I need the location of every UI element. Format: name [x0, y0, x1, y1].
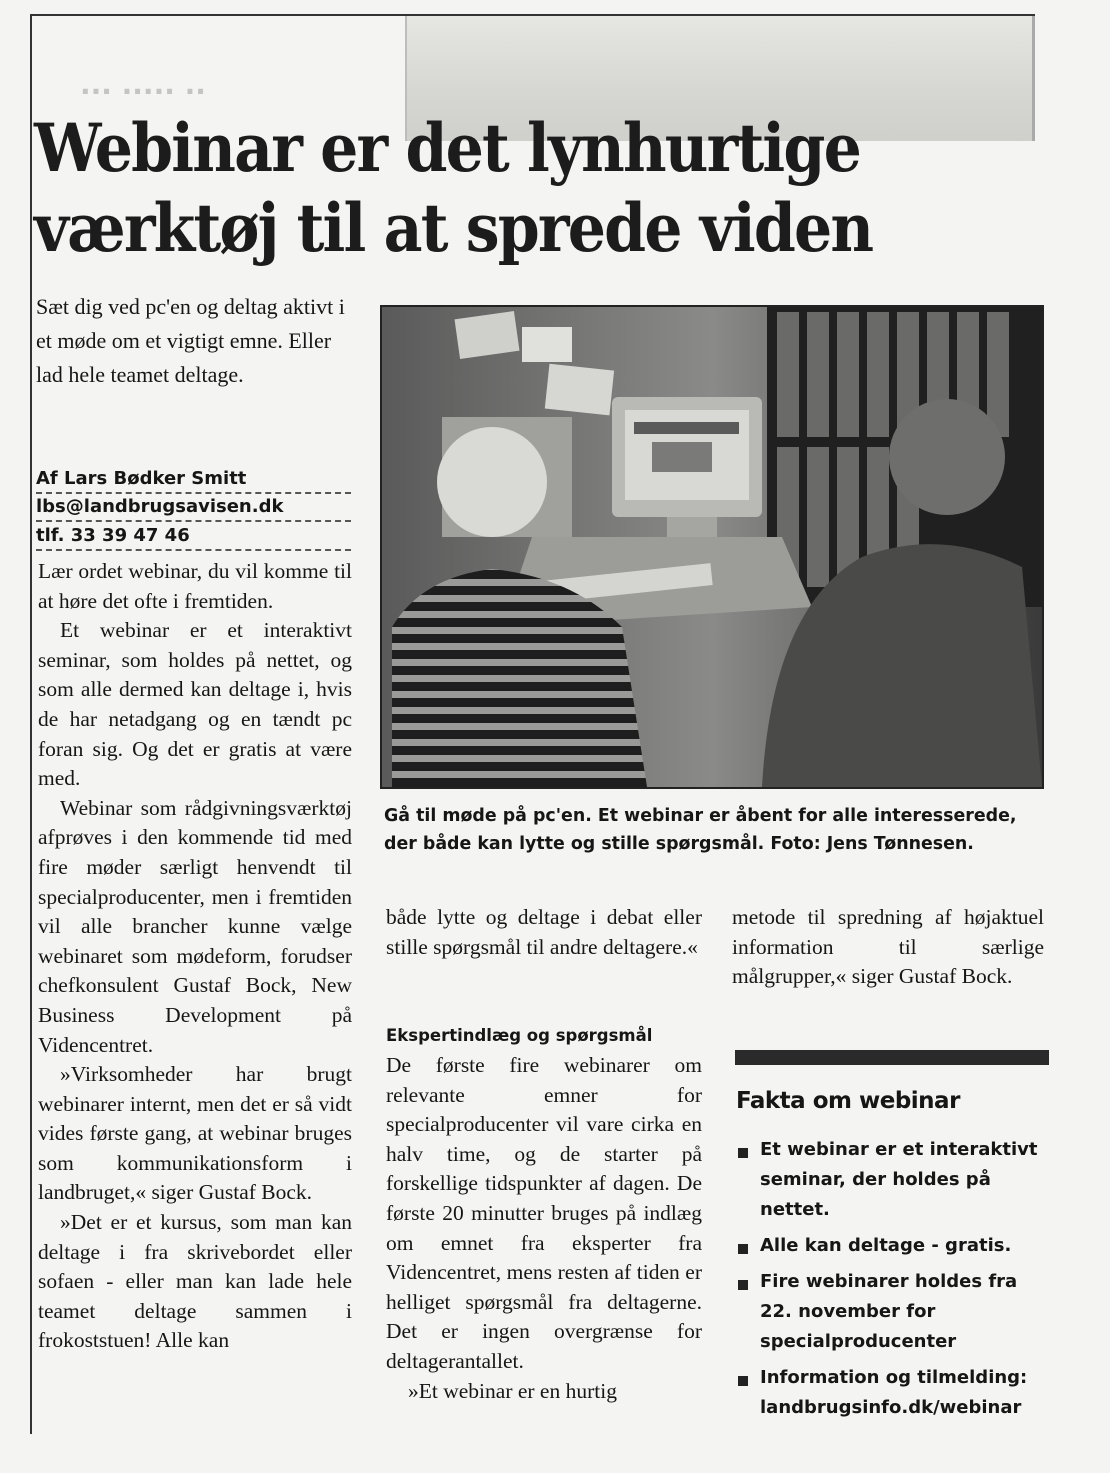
photo-caption: Gå til møde på pc'en. Et webinar er åbent for alle interesserede, der både kan lytte og stille spørgsmål. Foto: Jens Tønnesen.	[384, 806, 1017, 854]
paragraph: »Virksomheder har brugt webinarer internt, men det er så vidt vides første gang, at webinar bruges som kommunikationsform i landbruget,« siger Gustaf Bock.	[38, 1062, 352, 1205]
left-rule	[30, 14, 32, 1434]
byline-email: lbs@landbrugsavisen.dk	[36, 494, 351, 522]
column-2-body	[386, 1051, 702, 1406]
lead-paragraph: Sæt dig ved pc'en og deltag aktivt i et møde om et vigtigt emne. Eller lad hele teamet deltage.	[36, 294, 345, 387]
fakta-bar	[735, 1050, 1049, 1065]
paragraph: »Det er et kursus, som man kan deltage i fra skrivebordet eller sofaen - eller man kan lade hele teamet deltage sammen i frokoststuen! Alle kan	[38, 1210, 352, 1353]
bleed-through: ··· ····· ··	[80, 75, 206, 108]
fakta-item: Alle kan deltage - gratis.	[736, 1231, 1051, 1261]
bullet-square-icon	[738, 1148, 748, 1158]
fakta-item: Information og tilmelding: landbrugsinfo.dk/webinar	[736, 1363, 1051, 1423]
fakta-item: Fire webinarer holdes fra 22. november for specialproducenter	[736, 1267, 1051, 1357]
paragraph: De første fire webinarer om relevante emner for specialproducenter vil vare cirka en halv time, og de starter på forskellige tidspunkter af dagen. De første 20 minutter bruges på indlæg om emnet fra eksperter fra Videncentret, mens resten af tiden er helliget spørgsmål fra deltagerne. Det er ingen overgrænse for deltagerantallet.	[386, 1053, 702, 1373]
bullet-square-icon	[738, 1280, 748, 1290]
photo-image	[382, 307, 1042, 787]
headline-line-2: værktøj til at sprede viden	[34, 189, 873, 267]
byline-author: Af Lars Bødker Smitt	[36, 466, 351, 494]
paragraph: både lytte og deltage i debat eller stille spørgsmål til andre deltagere.«	[386, 905, 702, 959]
paragraph: »Et webinar er en hurtig	[408, 1378, 617, 1403]
column-2-top	[386, 903, 702, 962]
headline	[34, 108, 889, 268]
paragraph: Et webinar er et interaktivt seminar, som holdes på nettet, og som alle dermed kan deltage i, hvis de har netadgang og en tændt pc foran sig. Og det er gratis at være med.	[38, 618, 352, 791]
fakta-title: Fakta om webinar	[736, 1088, 960, 1114]
subheading: Ekspertindlæg og spørgsmål	[386, 1026, 653, 1045]
paragraph: Lær ordet webinar, du vil komme til at høre det ofte i fremtiden.	[38, 559, 352, 613]
bullet-square-icon	[738, 1244, 748, 1254]
column-3-top	[732, 903, 1044, 992]
column-1	[38, 557, 352, 1356]
headline-line-1: Webinar er det lynhurtige	[34, 109, 860, 187]
paragraph: Webinar som rådgivningsværktøj afprøves i den kommende tid med fire møder særligt henvendt til specialproducenter, men i fremtiden vil alle brancher kunne vælge webinaret som mødeform, forudser chefkonsulent Gustaf Bock, New Business Development på Videncentret.	[38, 795, 352, 1057]
paragraph: metode til spredning af højaktuel information til særlige målgrupper,« siger Gustaf Bock.	[732, 905, 1044, 989]
byline-phone: tlf. 33 39 47 46	[36, 523, 351, 551]
fakta-item: Et webinar er et interaktivt seminar, der holdes på nettet.	[736, 1135, 1051, 1225]
bullet-square-icon	[738, 1376, 748, 1386]
article-photo	[380, 305, 1044, 789]
fakta-list	[736, 1135, 1051, 1429]
